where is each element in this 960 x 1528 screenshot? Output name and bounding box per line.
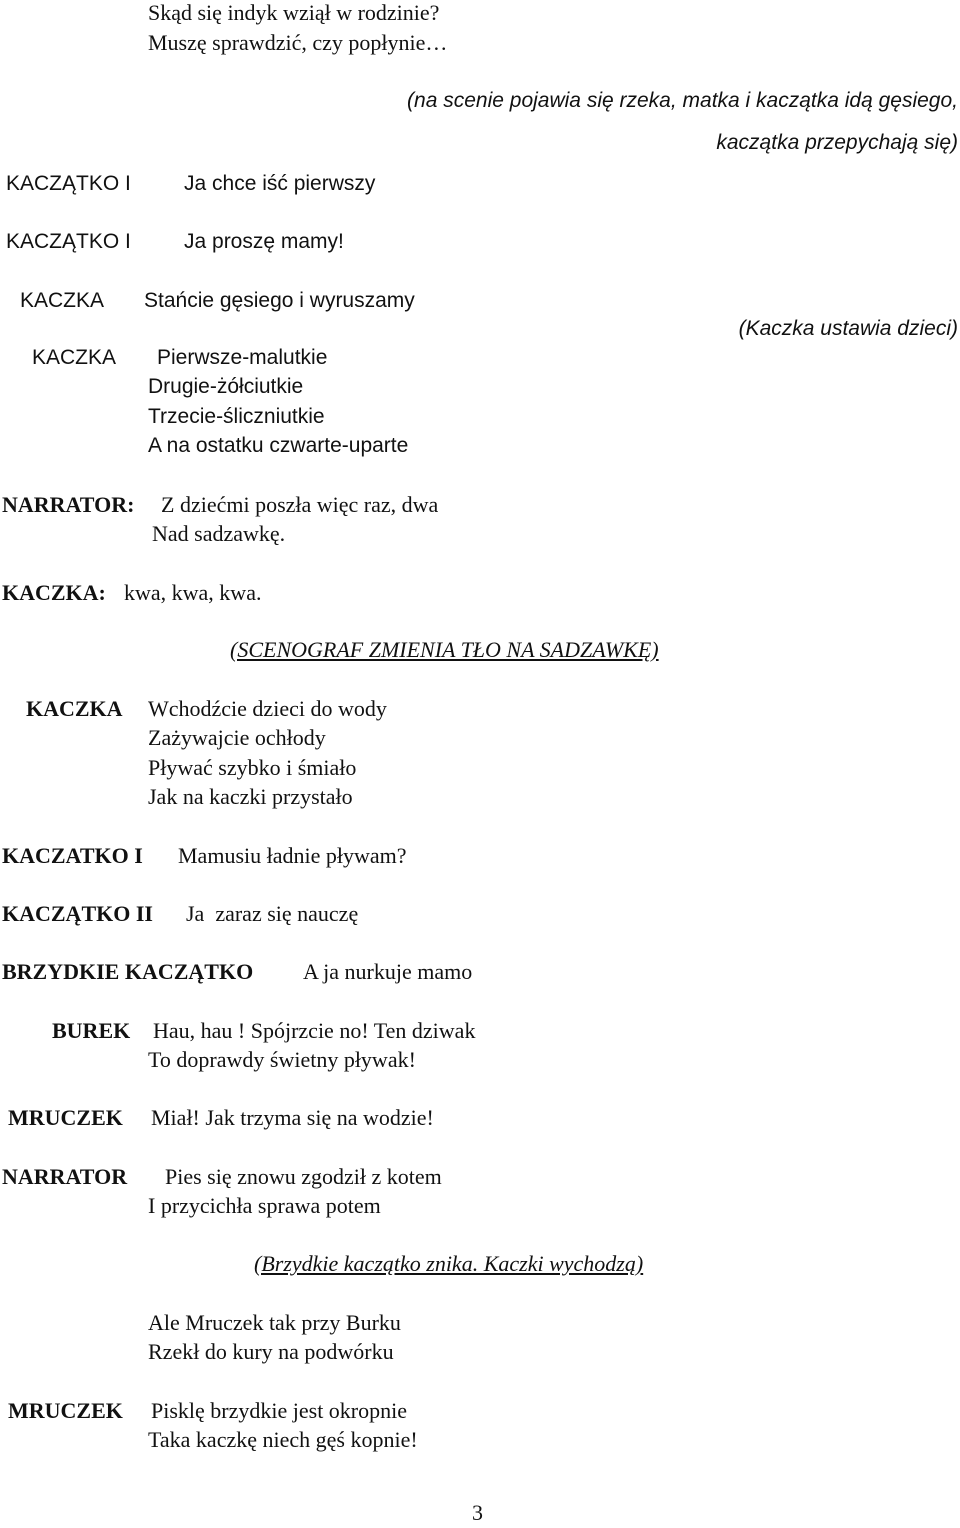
speaker-name: KACZĄTKO II <box>2 901 153 926</box>
dialogue-line: Wchodźcie dzieci do wody <box>148 696 387 721</box>
speaker-name: KACZKA: <box>2 580 106 605</box>
speaker-name: KACZKA <box>20 289 105 312</box>
speaker-name: KACZATKO I <box>2 843 143 868</box>
verse-line: Ale Mruczek tak przy Burku <box>148 1310 401 1335</box>
page-number: 3 <box>472 1500 483 1525</box>
speaker-name: NARRATOR <box>2 1164 128 1189</box>
dialogue-line: Pierwsze-malutkie <box>157 346 328 369</box>
dialogue-line: Z dziećmi poszła więc raz, dwa <box>161 492 439 517</box>
speaker-name: NARRATOR: <box>2 492 135 517</box>
speaker-name: KACZKA <box>26 696 123 721</box>
dialogue-line: Stańcie gęsiego i wyruszamy <box>144 289 415 312</box>
dialogue-line: Hau, hau ! Spójrzcie no! Ten dziwak <box>153 1018 476 1043</box>
dialogue-line: Drugie-żółciutkie <box>148 375 304 398</box>
dialogue-line: A na ostatku czwarte-uparte <box>148 434 409 457</box>
dialogue-line: Ja proszę mamy! <box>184 230 344 253</box>
stage-direction: kaczątka przepychają się) <box>716 131 958 154</box>
stage-direction: (Brzydkie kaczątko znika. Kaczki wychodzą) <box>254 1251 644 1276</box>
speaker-name: KACZKA <box>32 346 117 369</box>
stage-direction: (na scenie pojawia się rzeka, matka i kaczątka idą gęsiego, <box>407 89 958 112</box>
verse-line: Muszę sprawdzić, czy popłynie… <box>148 30 448 55</box>
speaker-name: MRUCZEK <box>8 1398 123 1423</box>
stage-direction: (SCENOGRAF ZMIENIA TŁO NA SADZAWKĘ) <box>230 637 659 662</box>
dialogue-line: Pies się znowu zgodził z kotem <box>165 1164 442 1189</box>
dialogue-line: Mamusiu ładnie pływam? <box>178 843 407 868</box>
dialogue-line: Ja zaraz się nauczę <box>186 901 359 926</box>
speaker-name: KACZĄTKO I <box>6 230 131 253</box>
dialogue-line: Zażywajcie ochłody <box>148 725 326 750</box>
dialogue-line: Pisklę brzydkie jest okropnie <box>151 1398 408 1423</box>
speaker-name: BUREK <box>52 1018 131 1043</box>
dialogue-line: Ja chce iść pierwszy <box>184 172 376 195</box>
dialogue-line: kwa, kwa, kwa. <box>124 580 262 605</box>
speaker-name: KACZĄTKO I <box>6 172 131 195</box>
speaker-name: BRZYDKIE KACZĄTKO <box>2 959 254 984</box>
stage-direction: (Kaczka ustawia dzieci) <box>738 317 958 340</box>
dialogue-line: To doprawdy świetny pływak! <box>148 1047 416 1072</box>
dialogue-line: Miał! Jak trzyma się na wodzie! <box>151 1105 434 1130</box>
dialogue-line: Taka kaczkę niech gęś kopnie! <box>148 1427 418 1452</box>
dialogue-line: Pływać szybko i śmiało <box>148 755 357 780</box>
verse-line: Skąd się indyk wziął w rodzinie? <box>148 0 440 25</box>
dialogue-line: Trzecie-śliczniutkie <box>148 405 325 428</box>
dialogue-line: A ja nurkuje mamo <box>303 959 473 984</box>
dialogue-line: Nad sadzawkę. <box>152 521 286 546</box>
dialogue-line: I przycichła sprawa potem <box>148 1193 381 1218</box>
speaker-name: MRUCZEK <box>8 1105 123 1130</box>
verse-line: Rzekł do kury na podwórku <box>148 1339 394 1364</box>
dialogue-line: Jak na kaczki przystało <box>148 784 353 809</box>
